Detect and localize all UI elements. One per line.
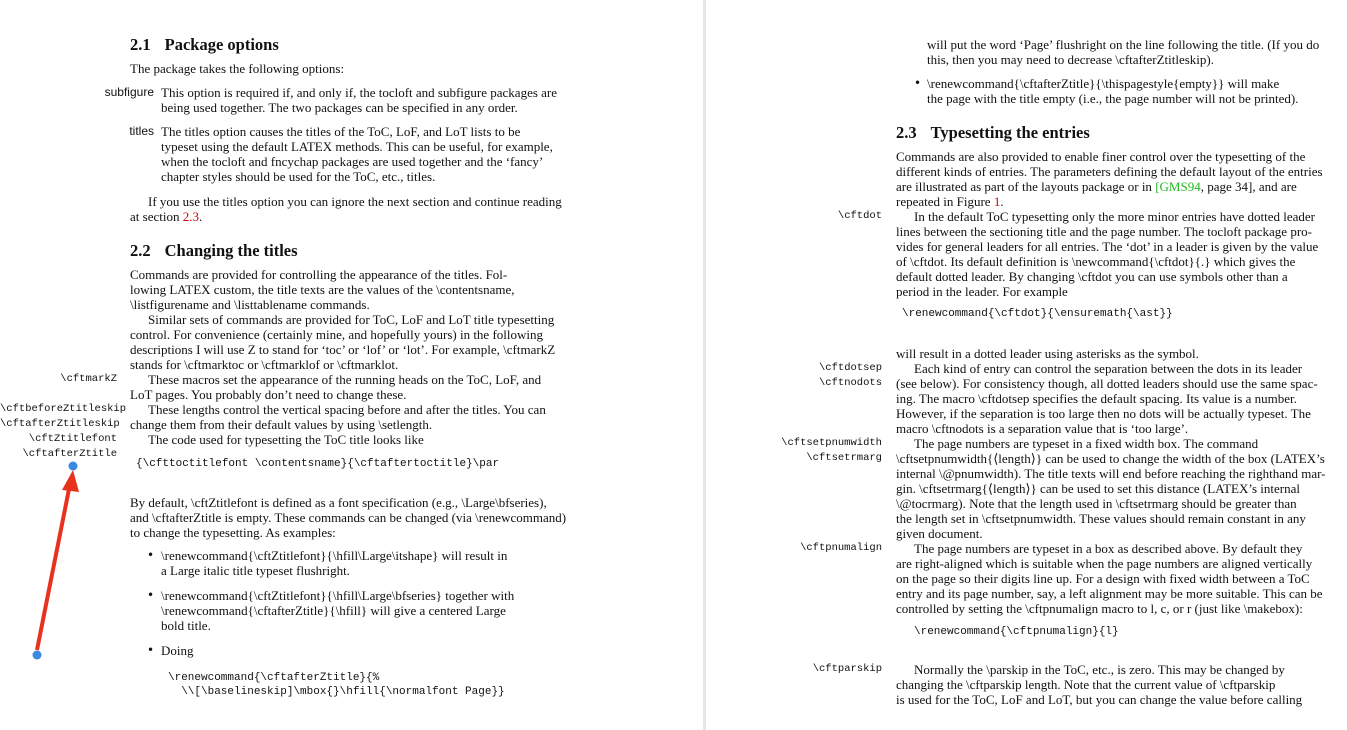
text-run: are illustrated as part of the layouts package or in [896,179,1156,194]
margin-macro-label: \cftnodots [818,377,882,389]
text-run: , page 34], and are [1200,179,1297,194]
paragraph-line: This option is required if, and only if, the tocloft and subfigure packages are [161,85,558,100]
section-link[interactable]: 2.3 [182,209,199,224]
section-title: Changing the titles [164,241,298,260]
paragraph-line: changing the \cftparskip length. Note that the current value of \cftparskip [896,677,1276,692]
paragraph-line: \renewcommand{\cftafterZtitle}{\thispagestyle{empty}} will make [927,76,1280,91]
paragraph-line: If you use the titles option you can ignore the next section and continue reading [148,194,562,209]
option-label: subfigure [104,85,154,99]
paragraph-line: \renewcommand{\cftafterZtitle}{\hfill} will give a centered Large [161,603,506,618]
paragraph-line: The code used for typesetting the ToC title looks like [148,432,424,447]
paragraph-line: internal \@pnumwidth). The title texts will end before reaching the righthand mar- [896,466,1326,481]
paragraph-line: LoT pages. You probably don’t need to change these. [130,387,407,402]
paragraph-line: to change the typesetting. As examples: [130,525,336,540]
section-heading [130,35,279,55]
margin-macro-label: \cftZtitlefont [28,433,117,445]
bullet-marker: • [147,588,155,602]
paragraph-line: The page numbers are typeset in a fixed width box. The command [914,436,1259,451]
paragraph-line: The titles option causes the titles of the ToC, LoF, and LoT lists to be [161,124,521,139]
paragraph-line: is used for the ToC, LoF and LoT, but you can change the value before calling [896,692,1303,707]
paragraph-line: period in the leader. For example [896,284,1068,299]
text-run: . [1000,194,1004,209]
paragraph-line: Doing [161,643,194,658]
code-line: {\cfttoctitlefont \contentsname}{\cftaftertoctitle}\par [136,458,500,470]
paragraph-line: (see below). For consistency though, all dotted leaders should use the same spac- [896,376,1318,391]
bullet-marker: • [147,548,155,562]
paragraph-line: lowing LATEX custom, the title texts are the values of the \contentsname, [130,282,515,297]
paragraph-line: of \cftdot. Its default definition is \newcommand{\cftdot}{.} which gives the [896,254,1296,269]
paragraph-line: ing. The macro \cftdotsep specifies the default spacing. Its value is a number. [896,391,1297,406]
margin-macro-label: \cftdotsep [818,362,882,374]
option-label: titles [129,124,154,138]
text-run: repeated in Figure [896,194,994,209]
paragraph-line: default dotted leader. By changing \cftdot you can use symbols other than a [896,269,1288,284]
paragraph-line: The package takes the following options: [130,61,345,76]
paragraph-line: These lengths control the vertical spacing before and after the titles. You can [148,402,546,417]
paragraph-line: given document. [896,526,983,541]
paragraph-line: descriptions I will use Z to stand for ‘toc’ or ‘lof’ or ‘lot’. For example, \cftmarkZ [130,342,556,357]
margin-macro-label: \cftbeforeZtitleskip [0,403,127,415]
paragraph-line: \renewcommand{\cftZtitlefont}{\hfill\Large\bfseries} together with [161,588,515,603]
paragraph-line: a Large italic title typeset flushright. [161,563,350,578]
paragraph-line: the length set in \cftsetpnumwidth. These values should remain constant in any [896,511,1306,526]
section-number: 2.3 [896,123,917,142]
paragraph-line: are right-aligned which is suitable when the page numbers are aligned vertically [896,556,1313,571]
paragraph-line: will put the word ‘Page’ flushright on the line following the title. (If you do [927,37,1320,52]
code-line: \\[\baselineskip]\mbox{}\hfill{\normalfont Page}} [168,686,505,698]
paragraph-line: change them from their default values by using \setlength. [130,417,433,432]
paragraph-line: typeset using the default LATEX methods. This can be useful, for example, [161,139,553,154]
text-run: at section [130,209,183,224]
paragraph-line: \listfigurename and \listtablename commands. [130,297,370,312]
paragraph-line [896,194,1004,209]
code-line: \renewcommand{\cftdot}{\ensuremath{\ast}} [902,308,1173,320]
paragraph-line: In the default ToC typesetting only the more minor entries have dotted leader [914,209,1316,224]
paragraph-line: Commands are also provided to enable finer control over the typesetting of the [896,149,1306,164]
margin-macro-label: \cftdot [837,210,882,222]
code-line: \renewcommand{\cftpnumalign}{l} [914,626,1119,638]
paragraph-line: Commands are provided for controlling the appearance of the titles. Fol- [130,267,508,282]
paragraph-line: will result in a dotted leader using asterisks as the symbol. [896,346,1199,361]
paragraph-line: different kinds of entries. The parameters defining the default layout of the entries [896,164,1323,179]
paragraph-line: chapter styles should be used for the ToC, etc., titles. [161,169,436,184]
paragraph-line: and \cftafterZtitle is empty. These commands can be changed (via \renewcommand) [130,510,567,525]
section-heading [130,241,298,261]
paragraph-line: control. For convenience (certainly mine, and hopefully yours) in the following [130,327,543,342]
citation-link[interactable]: [GMS94 [1155,179,1201,194]
paragraph-line: Similar sets of commands are provided for ToC, LoF and LoT title typesetting [148,312,555,327]
paragraph-line: \renewcommand{\cftZtitlefont}{\hfill\Large\itshape} will result in [161,548,508,563]
section-heading [896,123,1090,143]
margin-macro-label: \cftmarkZ [60,373,117,385]
paragraph-line: \@tocrmarg). Note that the length used in \cftsetrmarg should be greater than [896,496,1297,511]
paragraph-line: this, then you may need to decrease \cftafterZtitleskip). [927,52,1214,67]
margin-macro-label: \cftsetpnumwidth [781,437,882,449]
paragraph-line: stands for \cftmarktoc or \cftmarklof or \cftmarklot. [130,357,399,372]
paragraph-line: entry and its page number, say, a left alignment may be more suitable. This can be [896,586,1323,601]
paragraph-line: These macros set the appearance of the running heads on the ToC, LoF, and [148,372,542,387]
figure-link[interactable]: 1 [993,194,1001,209]
paragraph-line: \cftsetpnumwidth{⟨length⟩} can be used to change the width of the box (LATEX’s [896,451,1325,466]
section-title: Package options [164,35,279,54]
text-run: . [198,209,203,224]
margin-macro-label: \cftsetrmarg [806,452,882,464]
paragraph-line: macro \cftnodots is a separation value that is ‘too large’. [896,421,1189,436]
paragraph-line: vides for general leaders for all entries. The ‘dot’ in a leader is given by the value [896,239,1319,254]
section-title: Typesetting the entries [930,123,1090,142]
paragraph-line: Normally the \parskip in the ToC, etc., is zero. This may be changed by [914,662,1285,677]
paragraph-line [896,179,1297,194]
paragraph-line [130,209,202,224]
margin-macro-label: \cftafterZtitleskip [0,418,120,430]
paragraph-line: lines between the sectioning title and the page number. The tocloft package pro- [896,224,1312,239]
margin-macro-label: \cftafterZtitle [22,448,117,460]
code-line: \renewcommand{\cftafterZtitle}{% [168,672,380,684]
margin-macro-label: \cftpnumalign [800,542,882,554]
paragraph-line: gin. \cftsetrmarg{⟨length⟩} can be used to set this distance (LATEX’s internal [896,481,1300,496]
paragraph-line: controlled by setting the \cftpnumalign macro to l, c, or r (just like \makebox): [896,601,1303,616]
margin-macro-label: \cftparskip [812,663,882,675]
paragraph-line: when the tocloft and fncychap packages are used together and the ‘fancy’ [161,154,544,169]
paragraph-line: bold title. [161,618,211,633]
paragraph-line: The page numbers are typeset in a box as described above. By default they [914,541,1303,556]
bullet-marker: • [147,643,155,657]
section-number: 2.2 [130,241,151,260]
paragraph-line: the page with the title empty (i.e., the page number will not be printed). [927,91,1299,106]
paragraph-line: By default, \cftZtitlefont is defined as a font specification (e.g., \Large\bfseries), [130,495,547,510]
section-number: 2.1 [130,35,151,54]
paragraph-line: However, if the separation is too large then no dots will be actually typeset. The [896,406,1311,421]
right-page [706,0,1347,730]
paragraph-line: Each kind of entry can control the separation between the dots in its leader [914,361,1303,376]
bullet-marker: • [914,76,922,90]
paragraph-line: being used together. The two packages can be specified in any order. [161,100,518,115]
paragraph-line: on the page so their digits line up. For a design with fixed width between a ToC [896,571,1310,586]
